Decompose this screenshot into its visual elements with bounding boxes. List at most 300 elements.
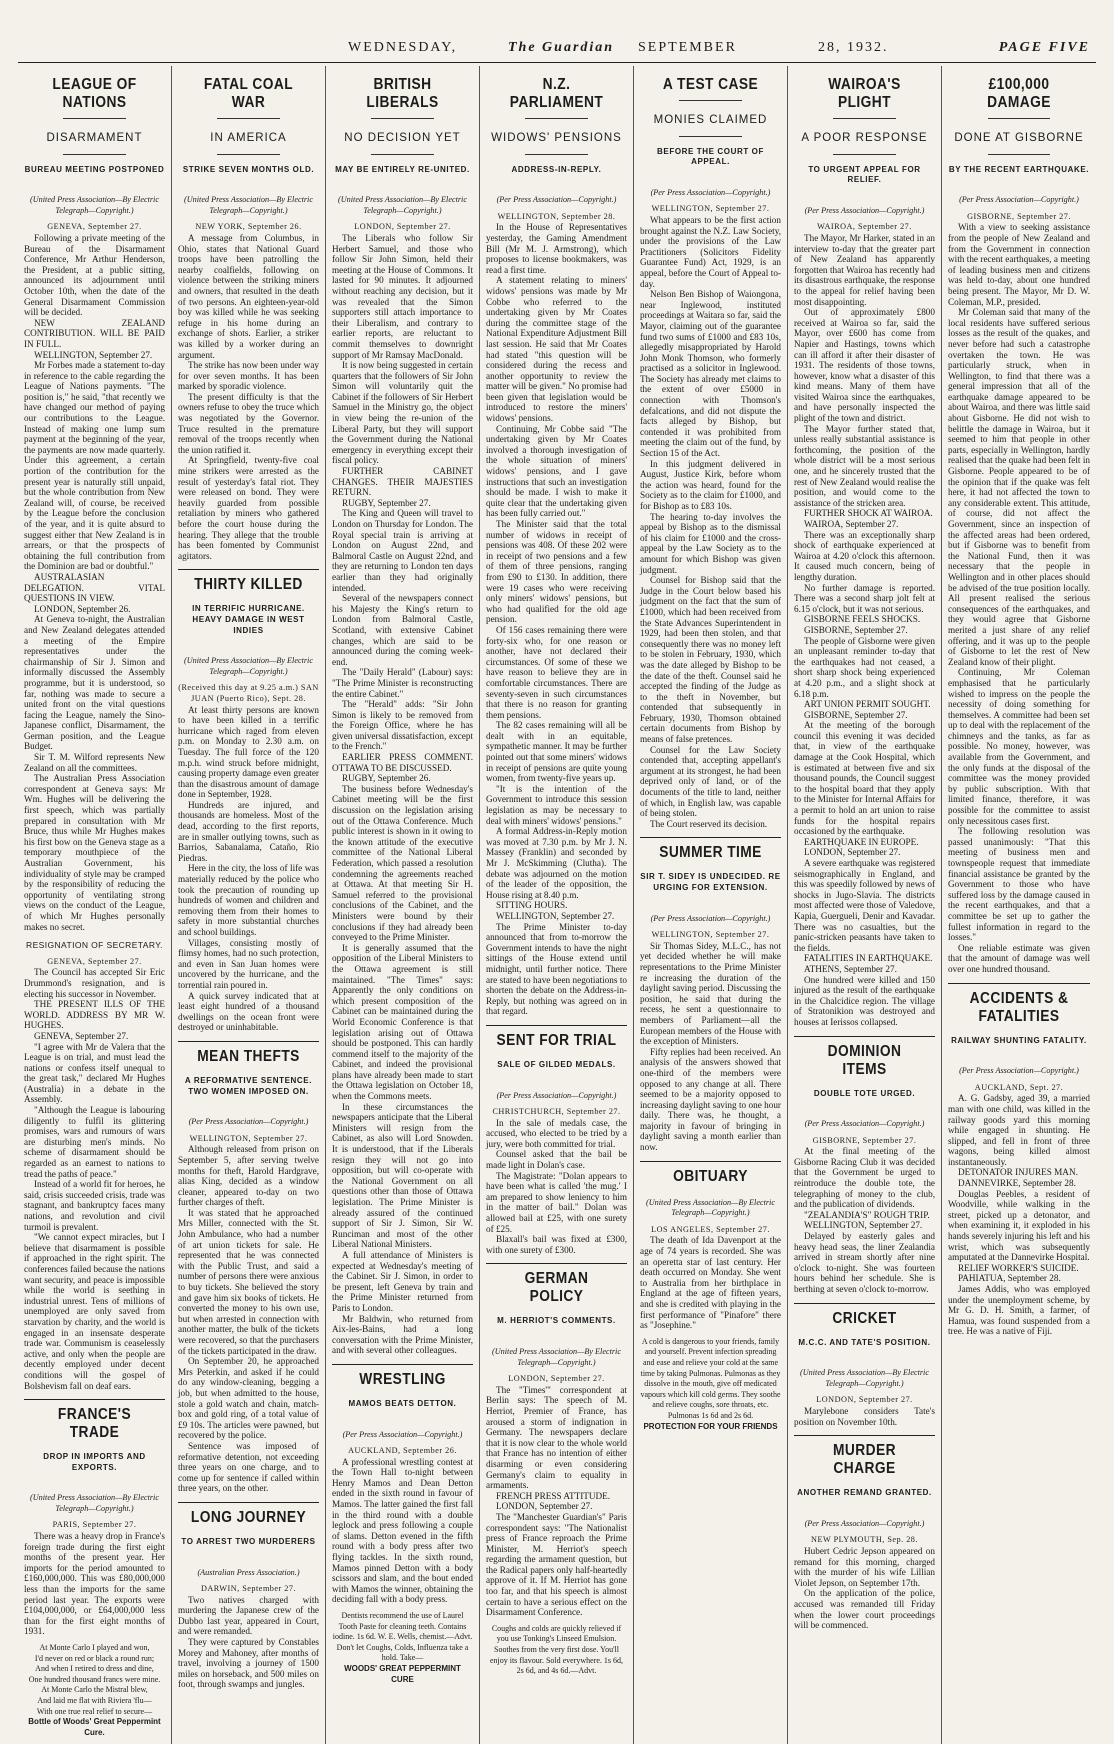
article-body [24,233,165,932]
ad-line: Coughs and colds are quickly relieved if you use Tonking's Linseed Emulsion. Soothes from the very first dose. You'll enjoy its flavour. Sold everywhere. 1s 6d, 2s 6d, and 4s 6d.—Advt. [489,1623,624,1676]
paragraph: PAHIATUA, September 28. [958,1273,1061,1284]
deck: TO ARREST TWO MURDERERS [181,1536,316,1546]
headline: ACCIDENTS & FATALITIES [969,989,1069,1025]
deck: TO URGENT APPEAL FOR RELIEF. [808,164,921,185]
article-body [794,1406,935,1427]
column [788,66,942,1744]
article [332,1364,473,1605]
article [794,1036,935,1295]
paragraph: At Geneva to-night, the Australian and New Zealand delegates attended a meeting of the Empire representatives under the chairmanship of Sir J. Simon and informally discussed the Assembly programme, but it is understood, so far, nothing was made to secure a united front on the vital questions facing the League, namely the Sino-Japanese conflict, Disarmament, the German position, and the League Budget. [24,614,165,752]
paragraph: Fifty replies had been received. An analysis of the answers showed that one-third of the members were opposed to any change at all. There seemed to be a majority opposed to increasing daylight saving to one hour daily. There was, he thought, a majority in favour of bringing in daylight saving a month earlier than now. [640,1046,781,1153]
deck: M. HERRIOT'S COMMENTS. [497,1316,616,1326]
section-rule [948,983,1090,984]
subheadline: WIDOWS' PENSIONS [491,132,622,144]
paragraph: Mr Coleman said that many of the local residents have suffered serious losses as the result of the quakes, and never before had such a catastrophe overtaken the town. He was particularly struck, when in Wellington, to find that there was a general impression that all of the earthquake damage appeared to be about Wairoa, and there was little said about Gisborne. He did not wish to belittle the damage in Wairoa, but it seemed to him that people in other parts, especially in Wellington, hardly realised that the quake had been felt in Gisborne. People appeared to be of the opinion that if the quake was felt here, it had not affected the town to any considerable extent. This attitude, of course, did not affect the Government, since an inspection of the affected areas had been ordered, but if Gisborne was to benefit from the National Fund, then it was necessary that the people in Wellington and in other places should be advised of the true position locally. All present realised the serious consequences of the earthquakes, and they would agree that Gisborne merited a just share of any relief offering, and it was up to the people of Gisborne to let the rest of New Zealand know of their plight. [948,307,1090,667]
paragraph: Mr Baldwin, who returned from Aix-les-Bains, had a long conversation with the Prime Minister, and with several other colleagues. [332,1313,473,1356]
dateline: WAIROA, September 27. [817,222,912,232]
article [178,1041,319,1494]
article [640,837,781,1152]
section-rule [794,1435,935,1436]
paragraph: In this judgment delivered in August, Justice Kirk, before whom the action was heard, found for the Society as to the claim for £1000, and for Bishop as to £83 10s. [640,458,781,511]
paragraph: RUGBY, September 26. [342,773,431,784]
subheadline: MONIES CLAIMED [653,114,768,126]
article-body [794,1546,935,1631]
paragraph: A statement relating to miners' widows' pensions was made by Mr Cobbe who referred to the undertaking given by Mr Coates during the committee stage of the National Expenditure Adjustment Bill last session. He said that Mr Coates had stated "this question will be considered during the recess and another opportunity to review the matter will be given." No promise had been given that legislation would be introduced to restore the miners' widows' pensions. [486,275,627,424]
paragraph: EARTHQUAKE IN EUROPE. [804,836,919,847]
paragraph: In these circumstances the newspapers anticipate that the Liberal Ministers will resign from the Cabinet, as also will Lord Snowden. It is understood, that if the Liberals resign they will not go into opposition, but will co-operate with the National Government on all questions other than those of Ottawa legislation. The Prime Minister is already assured of the continued support of Sir J. Simon, Sir W. Runciman and most of the other Liberal National Ministers. [332,1101,473,1250]
column [18,66,172,1744]
article [640,76,781,829]
page-number: PAGE FIVE [998,40,1090,55]
paragraph: Nelson Ben Bishop of Waiongona, near Inglewood, instituted proceedings at Waitara so far, said the Mayor, claiming out of the guarantee fund two sums of £1000 and £83 10s, allegedly misappropriated by Harold John Monk Thomson, who formerly practised as a solicitor in Inglewood. The Society has already met claims to the extent of over £5000 in connection with Thomson's defalcations, and did not dispute the facts alleged by Bishop, but contended it was prohibited from meeting the claim out of the fund, by Section 15 of the Act. [640,289,781,459]
paragraph: DETONATOR INJURES MAN. [958,1167,1078,1178]
press-credit: (United Press Association—By Electric Telegraph—Copyright.) [30,195,159,215]
paragraph: The "Times'" correspondent at Berlin says: The speech of M. Herriot, Premier of France, has aroused a storm of indignation in Germany. The newspapers declare that it is now clear to the whole world that France has no intention of either disarming or even considering Germany's claim to equality in armaments. [486,1384,627,1491]
paragraph: It was stated that he approached Mrs Miller, connected with the St. John Ambulance, who had a number of art union tickets for sale. He represented that he was connected with the Public Trust, and said a number of persons there were anxious to buy tickets. She believed the story and gave him six books of tickets. He converted the money to his own use, but when arrested in connection with another matter, the bulk of the tickets were recovered, so that the purchasers of the tickets participated in the draw. [178,1207,319,1356]
paragraph: GISBORNE, September 27. [804,709,908,720]
deck: IN TERRIFIC HURRICANE. HEAVY DAMAGE IN WEST INDIES [192,604,305,635]
masthead-title: The Guardian [508,40,615,55]
paragraph: Although released from prison on September 5, after serving twelve months for theft, Harold Hardgrave, alias King, decided as a window cleaner, appeared to-day on two further charges of theft. [178,1144,319,1208]
paragraph: No further damage is reported. There was a second sharp jolt felt at 6.15 o'clock, but it was not serious. [794,582,935,614]
article-body [794,233,935,1028]
press-credit: (United Press Association—By Electric Telegraph—Copyright.) [184,195,313,215]
article-body [948,1093,1090,1337]
ad-brand: Bottle of Woods' Great Peppermint Cure. [28,1717,161,1737]
paragraph: The Court reserved its decision. [650,818,768,829]
article-body [640,941,781,1153]
paragraph: The following resolution was passed unanimously: "That this meeting of business men and townspeople request that immediate financial assistance be granted by the Government to those who have suffered loss by the damage caused in the recent earthquakes, and that a committee be set up to gather the fullest information in regard to the losses." [948,826,1090,943]
headline: A TEST CASE [662,76,759,93]
dateline: WELLINGTON, September 27. [651,204,770,214]
press-credit: (Per Press Association—Copyright.) [804,1119,925,1129]
deck: STRIKE SEVEN MONTHS OLD. [182,164,315,174]
paragraph: Two natives charged with murdering the Japanese crew of the Dubbo last year, appeared in Court, and were remanded. [178,1594,319,1637]
article [486,1263,627,1617]
paragraph: Here in the city, the loss of life was materially reduced by the police who took the precaution of rounding up hundreds of women and children and removing them from their homes to safety in more substantial churches and school buildings. [178,863,319,937]
headline: WAIROA'S PLIGHT [828,76,901,111]
press-credit: (Australian Press Association.) [197,1567,300,1577]
column [326,66,480,1744]
deck: MAY BE ENTIRELY RE-UNITED. [335,164,470,174]
rule [988,154,1051,155]
press-credit: (United Press Association—By Electric Telegraph—Copyright.) [338,195,467,215]
paragraph: Out of approximately £800 received at Wairoa so far, said the Mayor, over £600 has come from Napier and Hastings, towns which can ill afford it after their disaster of 1931. The residents of those towns, however, know what a disaster of this kind means. Many of them have visited Wairoa since the earthquakes, and have personally inspected the plight of the town and district. [794,307,935,424]
paragraph: The death of Ida Davenport at the age of 74 years is recorded. She was an operetta star of last century. Her death occurred on Monday. She went to Australia from her birthplace in England at the age of fifteen years, and she is credited with playing in the first performance of "Pinafore" there as "Josephine." [640,1235,781,1331]
ad-line: I'd never on red or black a round run; [34,1653,155,1663]
masthead-day: WEDNESDAY, [348,40,458,55]
headline: GERMAN POLICY [524,1270,589,1306]
paragraph: A severe earthquake was registered seismographically in England, and this was speedily followed by news of shocks in Jugo-Slavia. The districts most affected were those of Valedove, Kapia, Guergueli, Denir and Kavadar. There was no casualties, but the panic-stricken peasants have taken to the fields. [794,858,935,953]
ad-line: And when I retired to dress and dine, [35,1664,154,1674]
paragraph: LONDON, September 27. [496,1501,593,1512]
paragraph: Hubert Cedric Jepson appeared on remand for this morning, charged with the murder of his wife Lillian Violet Jepson, on September 17th. [794,1545,935,1588]
ad-brand: PROTECTION FOR YOUR FRIENDS [643,1421,778,1431]
ad-line: Don't let Coughs, Colds, Influenza take a hold. Take— [336,1642,469,1663]
dateline: AUCKLAND, September 26. [348,1446,457,1456]
paragraph: A message from Columbus, in Ohio, states that National Guard troops have been patrolling the nearby coalfields, following on violence between the striking miners and owners, that resulted in the death of two persons. An eighteen-year-old boy was killed while he was seeking refuge in his home during an exchange of shots. Earlier, a striker was killed by a worker during an argument. [178,232,319,360]
deck: RESIGNATION OF SECRETARY. [26,940,163,951]
article-body [178,233,319,561]
headline: LONG JOURNEY [190,1508,307,1526]
section-rule [332,1364,473,1365]
deck: DOUBLE TOTE URGED. [813,1088,916,1098]
dateline: GISBORNE, September 27. [812,1135,917,1145]
headline: FRANCE'S TRADE [57,1406,132,1442]
paragraph: Sentence was imposed of reformative detention, not exceeding three years on one charge, and to come up for sentence if called within three years, on the other. [178,1440,319,1494]
headline: SENT FOR TRIAL [496,1031,617,1049]
paragraph: A. G. Gadsby, aged 39, a married man with one child, was killed in the railway goods yard this morning while engaged in shunting. He slipped, and fell in front of three wagons, being killed almost instantaneously. [948,1093,1090,1167]
columns-container [18,66,1096,1737]
subheadline: DONE AT GISBORNE [954,132,1084,144]
paragraph: Continuing, Mr Cobbe said "The undertaking given by Mr Coates involved a thorough investigation of the whole situation of miners' widows' pensions, and I gave instructions that such an investigation should be made. I wish to make it quite clear that the undertaking given has been fully carried out." [486,423,627,519]
dateline: PARIS, September 27. [52,1520,137,1530]
paragraph: LONDON, September 26. [34,603,131,614]
section-rule [24,1399,165,1400]
article [486,1025,627,1256]
paragraph: The Mayor, Mr Harker, stated in an interview to-day that the greater part of New Zealand has apparently forgotten that Wairoa has recently had its disastrous earthquake, the response to the appeal for relief having been most disappointing. [794,232,935,307]
deck: SIR T. SIDEY IS UNDECIDED. RE URGING FOR EXTENSION. [640,872,781,892]
ad-line: With one true real relief to secure— [36,1706,153,1716]
paragraph: RELIEF WORKER'S SUICIDE. [958,1262,1079,1273]
paragraph: ART UNION PERMIT SOUGHT. [804,699,931,710]
paragraph: James Addis, who was employed under the unemployment scheme, by Mr G. D. H. Smith, a farmer, of Hamua, was found suspended from a tree. He was a native of Fiji. [948,1284,1090,1337]
paragraph: At the final meeting of the Gisborne Racing Club it was decided that the Government be urged to reintroduce the double tote, the telegraphing of money to the club, and the publication of dividends. [794,1146,935,1210]
paragraph: GENEVA, September 27. [34,1030,129,1041]
paragraph: What appears to be the first action brought against the N.Z. Law Society, under the provisions of the Law Practitioners (Solicitors Fidelity Guarantee Fund) Act, 1929, is an appeal, before the Court of Appeal to-day. [640,214,781,289]
advertisement [332,1611,473,1685]
dateline: LONDON, September 27. [816,1395,913,1405]
paragraph: On the application of the police, accused was remanded till Friday when the lower court proceedings will be commenced. [794,1588,935,1631]
column [480,66,634,1744]
article [24,76,165,932]
article-body [486,222,627,1017]
masthead [18,38,1096,63]
dateline: LOS ANGELES, September 27. [651,1224,770,1234]
paragraph: NEW ZEALAND CONTRIBUTION. WILL BE PAID IN FULL. [24,317,165,349]
ad-line: At Monte Carlo I played and won, [39,1643,150,1652]
paragraph: "I agree with Mr de Valera that the League is on trial, and must lead the nations or confess itself unequal to the great task," declared Mr Hughes (Australia) in a debate in the Assembly. [24,1041,165,1105]
paragraph: The Australian Press Association correspondent at Geneva says: Mr Wm. Hughes will be delivering the first speech, which was partially prepared in consultation with Mr Bruce, thus while Mr Hughes makes his first bow on the Geneva stage as a temporary mouthpiece of the Australian Government, his individuality of style may be cramped by the responsibility of reducing the opportunity of ventilating strong views on the conduct of the League, of which Mr Hughes personally makes no secret. [24,773,165,932]
press-credit: (Per Press Association—Copyright.) [959,195,1079,205]
paragraph: In the sale of medals case, the accused, who elected to be tried by a jury, were both committed for trial. [486,1117,627,1149]
paragraph: A formal Address-in-Reply motion was moved at 7.30 p.m. by Mr J. N. Massey (Franklin) and seconded by Mr J. McSkimming (Clutha). The debate was adjourned on the motion of the leader of the opposition, the House rising at 8.40 p.m. [486,826,627,900]
press-credit: (United Press Association—By Electric Telegraph—Copyright.) [646,1197,775,1218]
paragraph: They were captured by Constables Morey and Mahoney, after months of travel, involving a journey of 1500 miles on horseback, and 500 miles on foot, through swamps and jungles. [178,1637,319,1690]
press-credit: (Per Press Association—Copyright.) [959,1066,1079,1076]
section-rule [794,1036,935,1037]
press-credit: (Per Press Association—Copyright.) [496,1090,617,1100]
rule [525,154,587,155]
masthead-date: 28, 1932. [818,40,889,55]
article [332,76,473,1356]
press-credit: (United Press Association—By Electric Telegraph—Copyright.) [30,1493,159,1513]
article [178,76,319,561]
press-credit: (Per Press Association—Copyright.) [804,205,925,215]
paragraph: The people of Gisborne were given an unpleasant reminder to-day that the earthquakes had not ceased, a short sharp shock being experienced at 4.20 p.m., and a slight shock at 6.18 p.m. [794,635,935,699]
paragraph: WELLINGTON, September 27. [34,349,153,360]
deck: MAMOS BEATS DETTON. [348,1398,457,1408]
paragraph: The Mayor further stated that, unless really substantial assistance is forthcoming, the position of the whole district will be a most serious one, and he sincerely trusted that the rest of New Zealand would realise the position, and would come to the assistance of the stricken area. [794,423,935,508]
paragraph: Continuing, Mr Coleman emphasised that he particularly wished to impress on the people the necessity of doing something for themselves. A committee had been set up to deal with the replacement of the chimneys and the tanks, as far as possible. No money, however, was available from the Government, and the only funds at the disposal of the committee was the money provided by public subscription. With that limited finance, therefore, it was possible for the committee to assist only necessitous cases first. [948,667,1090,826]
dateline: GENEVA, September 27. [47,222,142,232]
headline: BRITISH LIBERALS [366,76,439,111]
headline: £100,000 DAMAGE [987,76,1051,111]
paragraph: EARLIER PRESS COMMENT. OTTAWA TO BE DISCUSSED. [332,752,473,773]
deck: M.C.C. AND TATE'S POSITION. [798,1337,931,1347]
subheadline: DISARMAMENT [46,132,143,144]
ad-line: One hundred thousand francs were mine. [28,1674,161,1684]
dateline: WELLINGTON, September 28. [497,211,616,221]
headline: WRESTLING [359,1370,446,1388]
rule [833,154,895,155]
ad-line: At Monte Carlo the Mistral blew, [41,1685,148,1695]
dateline: LONDON, September 27. [508,1374,605,1384]
paragraph: Counsel for the Law Society contended that, accepting appellant's argument at its strongest, he had been deprived only of land, or of the documents of the title to land, neither of which, in English law, was capable of being stolen. [640,744,781,819]
article [794,76,935,1028]
rule [525,118,587,119]
paragraph: The "Manchester Guardian's" Paris correspondent says: "The Nationalist press of France reproach the Prime Minister, M. Herriot's speech regarding the armament question, but the Radical papers only half-heartedly approve of it. If M. Herriot has gone too far, and that his speech is almost certain to have a serious effect on the Disarmament Conference. [486,1511,627,1618]
deck: SALE OF GILDED MEDALS. [497,1059,616,1069]
column [942,66,1096,1744]
paragraph: SITTING HOURS. [496,900,568,911]
paragraph: A quick survey indicated that at least eight hundred of a thousand dwellings on the ocean front were destroyed or uninhabitable. [178,990,319,1033]
rule [679,100,741,101]
paragraph: At Springfield, twenty-five coal mine strikers were arrested as the result of yesterday's fatal riot. They were released on bond. They were heavily guarded from possible retaliation by miners who gathered before the court house during the hearing. They allege that the trouble has been fomented by Communist agitators. [178,455,319,561]
paragraph: GISBORNE FEELS SHOCKS. [804,614,921,625]
paragraph: WAIROA, September 27. [804,519,899,529]
article [794,1303,935,1428]
ad-line: Dentists recommend the use of Laurel Tooth Paste for cleaning teeth. Contains iodine. 1s 6d. W. E. Wells, chemist.—Advt. [332,1611,473,1642]
paragraph: Marylebone considers Tate's position on November 10th. [794,1405,935,1427]
paragraph: "ZEALANDIA'S" ROUGH TRIP. [804,1209,930,1220]
article-body [486,1118,627,1256]
rule [63,154,125,155]
paragraph: It is generally assumed that the opposition of the Liberal Ministers to the Ottawa agreement is still maintained. "The Times" says: Apparently the only conditions on which present composition of the Cabinet can be maintained during the World Economic Conference is that legislation arising out of Ottawa should be postponed. This can hardly commend itself to the majority of the Cabinet, and indeed the provisional plans have already been made to start the Ottawa legislation on October 18, when the Commons meets. [332,942,473,1102]
advertisement [486,1624,627,1677]
article-body [178,1595,319,1690]
subheadline: A POOR RESPONSE [801,132,928,144]
rule [217,118,279,119]
paragraph: On September 20, he approached Mrs Peterkin, and asked if he could do any window-cleaning, begging a job, but when admitted to the house, stole a gold watch and chain, match-box and gold ring, of a total value of £9 10s. The articles were pawned, but recovered by the police. [178,1356,319,1441]
rule [371,154,433,155]
article-body [178,705,319,1033]
paragraph: In the House of Representatives yesterday, the Gaming Amendment Bill (Mr M. J. Armstrong), which proposes to license bookmakers, was read a first time. [486,222,627,275]
dateline: (Received this day at 9.25 a.m.) SAN JUAN (Puerto Rico), Sept. 28. [178,683,319,703]
paragraph: FATALITIES IN EARTHQUAKE. [804,953,933,964]
rule [371,118,433,119]
paragraph: Hundreds are injured, and thousands are homeless. Most of the dead, according to the first reports, are in smaller outlying towns, such as Barrios, Sabanalama, Cataño, Rio Piedras. [178,799,319,863]
deck: ADDRESS-IN-REPLY. [511,164,602,174]
dateline: CHRISTCHURCH, September 27. [492,1107,621,1117]
paragraph: The strike has now been under way for over seven months. It has been marked by sporadic violence. [178,360,319,392]
press-credit: (Per Press Association—Copyright.) [804,1518,925,1528]
article [24,940,165,1391]
rule [679,136,741,137]
headline: DOMINION ITEMS [827,1042,902,1078]
paragraph: Counsel for Bishop said that the Judge in the Court below based his judgment on the fact that the sum of £1000, which had been received from the State Advances Superintendent in 1929, had been then stolen, and that consequently there was no money left to be stolen in February, 1930, which was the date alleged by Bishop to be the date of the theft. Counsel said he accepted the finding of the Judge as to the theft in November, but contended that subsequently in February, 1930, Thomson obtained certain documents from Bishop by means of false pretences. [640,575,781,745]
paragraph: "Although the League is labouring diligently to fulfil its glittering promises, wars and rumours of wars are disturbing men's minds. No scheme of disarmament should be regarded as an earnest to nations to tread the paths of peace." [24,1105,165,1179]
section-rule [640,837,781,838]
paragraph: THE PRESENT ILLS OF THE WORLD. ADDRESS BY MR W. HUGHES. [24,999,165,1031]
paragraph: The "Daily Herald" (Labour) says: "The Prime Minister is reconstructing the entire Cabinet." [332,667,473,699]
article-body [794,1146,935,1294]
article-body [486,1385,627,1618]
column [172,66,326,1744]
paragraph: The 82 cases remaining will all be dealt with in an equitable, sympathetic manner. It may be further pointed out that some miners' widows in receipt of pensions are quite young women, from twenty-five years up. [486,720,627,784]
article-body [24,967,165,1391]
section-rule [178,1041,319,1042]
deck: BUREAU MEETING POSTPONED [24,164,165,174]
press-credit: (Per Press Association—Copyright.) [650,913,771,923]
article [178,569,319,1033]
article [948,983,1090,1337]
section-rule [486,1025,627,1026]
paragraph: WELLINGTON, September 27. [496,910,615,921]
paragraph: RUGBY, September 27. [342,497,431,508]
column [634,66,788,1744]
paragraph: Following a private meeting of the Bureau of the Disarmament Conference, Mr Arthur Henderson, the President, at a public sitting, announced its adjournment until October 10th, when the date of the General Disarmament Commission will be decided. [24,232,165,318]
section-rule [178,1502,319,1503]
section-rule [640,1161,781,1162]
paragraph: The Magistrate: "Dolan appears to have been what is called 'the mug.' I am prepared to show leniency to him in the matter of bail." Dolan was allowed bail at £25, with one surety of £25. [486,1170,627,1234]
ad-brand: WOODS' GREAT PEPPERMINT CURE [344,1663,461,1684]
deck: DROP IN IMPORTS AND EXPORTS. [43,1452,146,1472]
section-rule [178,569,319,570]
headline: OBITUARY [673,1167,748,1185]
dateline: GENEVA, September 27. [47,956,142,966]
deck: BY THE RECENT EARTHQUAKE. [948,164,1090,174]
paragraph: At least thirty persons are known to have been killed in a terrific hurricane which raged from eleven p.m. on Monday to 2.30 a.m. on Tuesday. The full force of the 120 m.p.h. wind struck before midnight, causing property damage even greater than the disastrous amount of damage done in September, 1928. [178,704,319,800]
article-body [640,215,781,829]
headline: FATAL COAL WAR [203,76,294,111]
paragraph: FURTHER SHOCK AT WAIROA. [804,508,933,519]
rule [217,154,279,155]
rule [988,118,1051,119]
dateline: NEW PLYMOUTH, Sep. 28. [811,1535,918,1545]
headline: CRICKET [832,1309,897,1327]
paragraph: A professional wrestling contest at the Town Hall to-night between Henry Mamos and Dean Detton ended in the sixth round in favour of Mamos. The latter gained the first fall in the third round with a double leglock and press following a couple of slams. Detton evened in the fifth round with a body press after two flying tackles. In the sixth round, Mamos pinned Detton with a body scissors and slam, and the bout ended with Mamos the winner, obtaining the deciding fall with a body press. [332,1456,473,1605]
article [948,76,1090,975]
headline: SUMMER TIME [659,844,762,862]
article [178,1502,319,1690]
article-body [948,222,1090,974]
paragraph: The Liberals who follow Sir Herbert Samuel, and those who follow Sir John Simon, held their meeting at the House of Commons. It lasted for 90 minutes. It adjourned without reaching any decision, but it was revealed that the Simon supporters still attach importance to their Liberalism, and contrary to earlier reports, are reluctant to commit themselves to downright support of Mr Ramsay MacDonald. [332,232,473,360]
deck: BEFORE THE COURT OF APPEAL. [657,146,764,167]
dateline: WELLINGTON, September 27. [189,1133,308,1143]
paragraph: LONDON, September 27. [804,847,901,858]
headline: THIRTY KILLED [194,576,303,594]
paragraph: The present difficulty is that the owners refuse to obey the truce which was negotiated by the Governor. Truce resulted in the premature removal of the troops recently when the union ratified it. [178,391,319,455]
paragraph: Instead of a world fit for heroes, he said, crisis succeeded crisis, trade was stagnant, and bankruptcy faces many nations, and revolution and civil turmoil is prevalent. [24,1179,165,1232]
paragraph: Blaxall's bail was fixed at £300, with one surety of £300. [486,1234,627,1255]
paragraph: A full attendance of Ministers is expected at Wednesday's meeting of the Cabinet. Sir J. Simon, in order to be present, left Geneva by train and the Prime Minister returned from Paris to London. [332,1249,473,1313]
paragraph: One hundred were killed and 150 injured as the result of the earthquake in the Chalcidice region. The village of Stratonikion was destroyed and houses at Ierissos collapsed. [794,974,935,1027]
press-credit: (United Press Association—By Electric Telegraph—Copyright.) [800,1368,929,1388]
press-credit: (Per Press Association—Copyright.) [188,1117,309,1127]
paragraph: WELLINGTON, September 27. [804,1220,923,1231]
paragraph: The Council has accepted Sir Eric Drummond's resignation, and is electing his successor in November. [24,967,165,999]
paragraph: One reliable estimate was given that the amount of damage was well over one hundred thousand. [948,942,1090,974]
paragraph: Several of the newspapers connect his Majesty the King's return to London from Balmoral Castle, Scotland, with extensive Cabinet changes, which are said to be announced during the coming week-end. [332,593,473,667]
press-credit: (United Press Association—By Electric Telegraph—Copyright.) [492,1347,621,1367]
paragraph: It is now being suggested in certain quarters that the followers of Sir John Simon will voluntarily quit the Cabinet if the followers of Sir Herbert Samuel in the Ministry go, the object in view being the re-union of the Liberal Party, but they will support the Government during the National emergency in everything except their fiscal policy. [332,360,473,466]
paragraph: FURTHER CABINET CHANGES. THEIR MAJESTIES RETURN. [332,466,473,498]
advertisement [640,1337,781,1432]
paragraph: Douglas Peebles, a resident of Woodville, while walking in the street, picked up a detonator, and when examining it, it exploded in his hands severely injuring his left and his wrist, which was subsequently amputated at the Dannevirke Hospital. [948,1188,1090,1263]
paragraph: Delayed by easterly gales and heavy head seas, the liner Zealandia arrived in stream shortly after nine o'clock to-night. She was fourteen hours behind her schedule. She is berthing at seven o'clock to-morrow. [794,1231,935,1294]
ad-line: And laid me flat with Riviera 'flu— [37,1695,152,1705]
paragraph: There was an exceptionally sharp shock of earthquake experienced at Wairoa at 4.20 o'clock this afternoon. It caused much concern, being of lengthy duration. [794,529,935,582]
ad-line: A cold is dangerous to your friends, family and yourself. Prevent infection spreading and ease and relieve your cold at the same time by taking Pulmonas. Pulmonas as they dissolve in the mouth, give off medicated vapours which kill cold germs. They soothe and relieve coughs, sore throats, etc. Pulmonas 1s 6d and 2s 6d. [640,1336,781,1420]
headline: MEAN THEFTS [197,1047,300,1065]
paragraph: With a view to seeking assistance from the people of New Zealand and from the Government in connection with the recent earthquakes, a meeting of leading business men and citizens was held to-day, about one hundred being present. The Mayor, Mr D. W. Coleman, M.P., presided. [948,222,1090,307]
press-credit: (Per Press Association—Copyright.) [650,187,771,197]
article-body [332,233,473,1356]
article-body [640,1235,781,1330]
dateline: LONDON, September 27. [354,222,451,232]
paragraph: The business before Wednesday's Cabinet meeting will be the first discussion on the legislation arising out of the Ottawa Conference. Much public interest is shown in it owing to the known attitude of the executive committee of the National Liberal Federation, which passed a resolution condemning the agreements reached at Ottawa. At that meeting Sir H. Samuel referred to the provisional conclusions of the Cabinet, and the Ministers were bound by their conclusions if they had already been conveyed to the Prime Minister. [332,783,473,943]
paragraph: Counsel asked that the bail be made light in Dolan's case. [486,1149,627,1171]
paragraph: At the meeting of the borough council this evening it was decided that, in view of the earthquake damage at the Cook Hospital, which is estimated at between five and six thousand pounds, the Council suggest to the hospital board that they apply to the Minister for Internal Affairs for a permit to hold an art union to raise funds for the hospital repairs occasioned by the earthquake. [794,720,935,837]
subheadline: IN AMERICA [210,132,287,144]
headline: MURDER CHARGE [833,1442,896,1478]
press-credit: (Per Press Association—Copyright.) [496,195,617,205]
dateline: WELLINGTON, September 27. [651,930,770,940]
paragraph: Mr Forbes made a statement to-day in reference to the cable regarding the League of Nations payments. "The position is," he said, "that recently we have changed our method of paying our contributions to the League. Instead of making one lump sum payment at the beginning of the year, the payments are now made quarterly. Under this agreement, a certain portion of the contribution for the present year is naturally still unpaid, but the whole contribution from New Zealand will, of course, be received by the League before the conclusion of the year, and it is quite absurd to suggest either that New Zealand is in arrears, or that the prospects of obtaining the full contribution from the Dominion are bad or doubtful." [24,360,165,572]
article [794,1435,935,1631]
paragraph: Villages, consisting mostly of flimsy homes, had no such protection, and even in San Juan homes were uncovered by the hurricane, and the torrential rain poured in. [178,937,319,990]
article-body [24,1531,165,1637]
paragraph: The Minister said that the total number of widows in receipt of pensions was 408. Of these 202 were in receipt of two pensions and a few of them of three pensions, ranging from £90 to £130. In addition, there were 19 cases who were receiving only miners' widows' pensions, but who had qualified for the old age pension. [486,519,627,625]
paragraph: The Prime Minister to-day announced that from to-morrow the Government intends to have the night sittings of the House extend until midnight, until further notice. There are stated to have been negotiations to shorten the debate on the Address-in-Reply, but nothing was agreed on in that regard. [486,921,627,1017]
article-body [178,1144,319,1494]
advertisement [24,1643,165,1738]
rule [63,118,125,119]
dateline: DARWIN, September 27. [200,1584,297,1594]
article [24,1399,165,1637]
paragraph: There was a heavy drop in France's foreign trade during the first eight months of the present year. Her imports for the period amounted to £160,000,000. This was £80,000,000 less than the imports for the same period last year. The exports were £104,000,000, or £64,000,000 less than for the first eight months of 1931. [24,1531,165,1637]
article [640,1161,781,1331]
press-credit: (United Press Association—By Electric Telegraph—Copyright.) [184,656,313,676]
dateline: GISBORNE, September 27. [967,211,1071,221]
paragraph: ATHENS, September 27. [804,963,897,974]
masthead-month: SEPTEMBER [638,40,737,55]
dateline: NEW YORK, September 26. [195,222,302,232]
subheadline: NO DECISION YET [344,132,461,144]
paragraph: Sir T. M. Wilford represents New Zealand on all the committees. [24,752,165,773]
headline: N.Z. PARLIAMENT [509,76,604,111]
rule [833,118,895,119]
headline: LEAGUE OF NATIONS [52,76,137,111]
dateline: AUCKLAND, Sept. 27. [974,1082,1064,1092]
section-rule [486,1263,627,1264]
paragraph: GISBORNE, September 27. [804,624,908,635]
paragraph: DANNEVIRKE, September 28. [958,1178,1076,1189]
deck: ANOTHER REMAND GRANTED. [797,1488,932,1498]
press-credit: (Per Press Association—Copyright.) [342,1429,463,1439]
paragraph: The King and Queen will travel to London on Thursday for London. The Royal special train is arriving at London on August 22nd, and Balmoral Castle on August 22nd, and they are returning to London ten days earlier than they had originally intended. [332,508,473,593]
paragraph: The hearing to-day involves the appeal by Bishop as to the dismissal of his claim for £1000 and the cross-appeal by the Law Society as to the amount for which Bishop was given judgment. [640,511,781,575]
paragraph: "We cannot expect miracles, but I believe that disarmament is possible if approached in the right spirit. The conferences failed because the nations want security, and peace is impossible while the world is seething in industrial unrest. Tens of millions of unemployed are only saved from starvation by charity, and the world is engaged in an insensate desperate trade war. Communism is ceaselessly active, and only when the people are decently employed under decent conditions will the gospel of Bolshevism fall on deaf ears. [24,1232,165,1391]
paragraph: "It is the intention of the Government to introduce this session legislation as may be necessary to deal with miners' widows' pensions." [486,783,627,826]
paragraph: The "Herald" adds: "Sir John Simon is likely to be removed from the Foreign Office, where he has given universal dissatisfaction, except to the French." [332,699,473,752]
paragraph: Sir Thomas Sidey, M.L.C., has not yet decided whether he will make representations to the Prime Minister re increasing the duration of the daylight saving period. Discussing the position, he said that during the recess, he sent a questionnaire to members of Parliament—all the European members of the House with the exception of Ministers. [640,940,781,1047]
deck: A REFORMATIVE SENTENCE. TWO WOMEN IMPOSED ON. [184,1075,313,1096]
paragraph: AUSTRALASIAN DELEGATION. VITAL QUESTIONS IN VIEW. [24,571,165,604]
article [486,76,627,1017]
article-body [332,1457,473,1605]
